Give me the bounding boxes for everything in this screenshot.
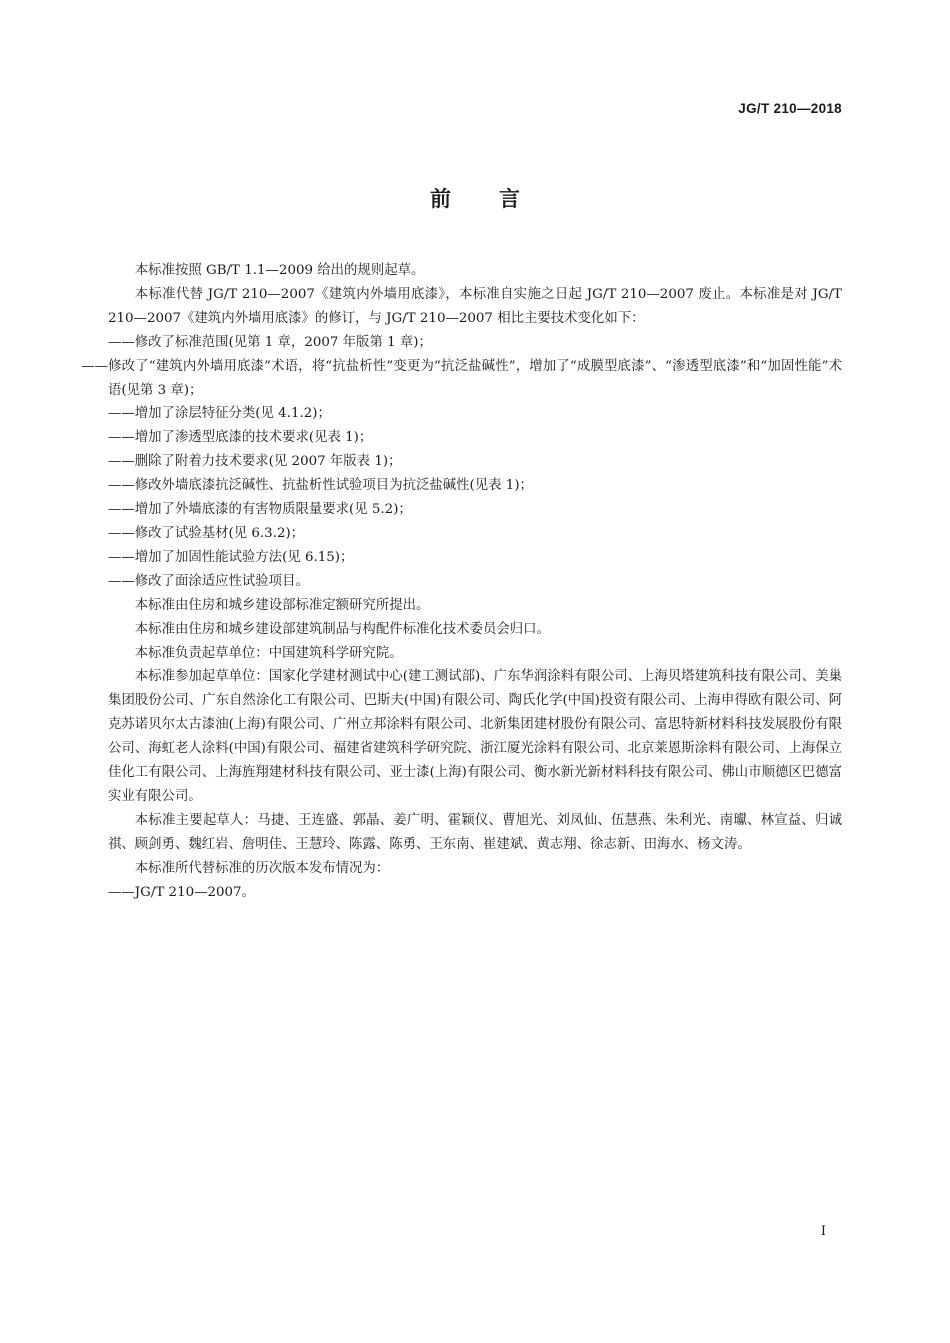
- change-item: ——增加了渗透型底漆的技术要求(见表 1)；: [108, 430, 373, 446]
- page-title: 前言: [430, 187, 568, 211]
- change-item: ——增加了涂层特征分类(见 4.1.2)；: [108, 406, 331, 422]
- change-item: ——修改外墙底漆抗泛碱性、抗盐析性试验项目为抗泛盐碱性(见表 1)；: [108, 478, 533, 494]
- paragraph: 本标准所代替标准的历次版本发布情况为：: [134, 860, 390, 876]
- paragraph: 本标准参加起草单位：国家化学建材测试中心(建工测试部)、广东华润涂料有限公司、上海贝塔建筑科技有限公司、美巢集团股份公司、广东自然涂化工有限公司、巴斯夫(中国)有限公司、陶氏化学(中国)投资有限公司、上海申得欧有限公司、阿克苏诺贝尔太古漆油(上海)有限公司、广州立邦涂料有限公司、北新集团建材股份有限公司、富思特新材料科技发展股份有限公司、海虹老人涂料(中国)有限公司、福建省建筑科学研究院、浙江厦光涂料有限公司、北京莱恩斯涂料有限公司、上海保立佳化工有限公司、上海旌翔建材科技有限公司、亚士漆(上海)有限公司、衡水新光新材料科技有限公司、佛山市顺德区巴德富实业有限公司。: [108, 669, 842, 804]
- change-item: ——修改了“建筑内外墙用底漆”术语，将“抗盐析性”变更为“抗泛盐碱性”，增加了“成膜型底漆”、“渗透型底漆”和“加固性能”术语(见第 3 章)；: [81, 358, 842, 398]
- change-item: ——修改了标准范围(见第 1 章，2007 年版第 1 章)；: [108, 334, 432, 350]
- change-item: ——修改了面涂适应性试验项目。: [108, 573, 309, 589]
- paragraph: 本标准按照 GB/T 1.1—2009 给出的规则起草。: [134, 263, 425, 278]
- history-item: ——JG/T 210—2007。: [108, 884, 255, 900]
- paragraph: 本标准由住房和城乡建设部建筑制品与构配件标准化技术委员会归口。: [134, 621, 550, 637]
- change-item: ——增加了加固性能试验方法(见 6.15)；: [108, 549, 354, 565]
- paragraph: 本标准主要起草人：马捷、王连盛、郭晶、姜广明、霍颖仪、曹旭光、刘凤仙、伍慧燕、朱利光、南瓛、林宣益、归诚祺、顾剑勇、魏红岩、詹明佳、王慧玲、陈露、陈勇、王东南、崔建斌、黄志翔、徐志新、田海水、杨文涛。: [108, 812, 842, 852]
- change-item: ——删除了附着力技术要求(见 2007 年版表 1)；: [108, 454, 402, 470]
- standard-code: JG/T 210—2018: [738, 101, 842, 116]
- foreword-body: [81, 259, 842, 904]
- change-item: ——修改了试验基材(见 6.3.2)；: [108, 525, 305, 541]
- paragraph: 本标准代替 JG/T 210—2007《建筑内外墙用底漆》，本标准自实施之日起 JG/T 210—2007 废止。本标准是对 JG/T 210—2007《建筑内外墙用底漆》的修订，与 JG/T 210—2007 相比主要技术变化如下：: [108, 286, 842, 326]
- paragraph: 本标准负责起草单位：中国建筑科学研究院。: [134, 645, 403, 661]
- paragraph: 本标准由住房和城乡建设部标准定额研究所提出。: [134, 597, 430, 613]
- page-number: I: [820, 1224, 826, 1239]
- change-item: ——增加了外墙底漆的有害物质限量要求(见 5.2)；: [108, 502, 412, 518]
